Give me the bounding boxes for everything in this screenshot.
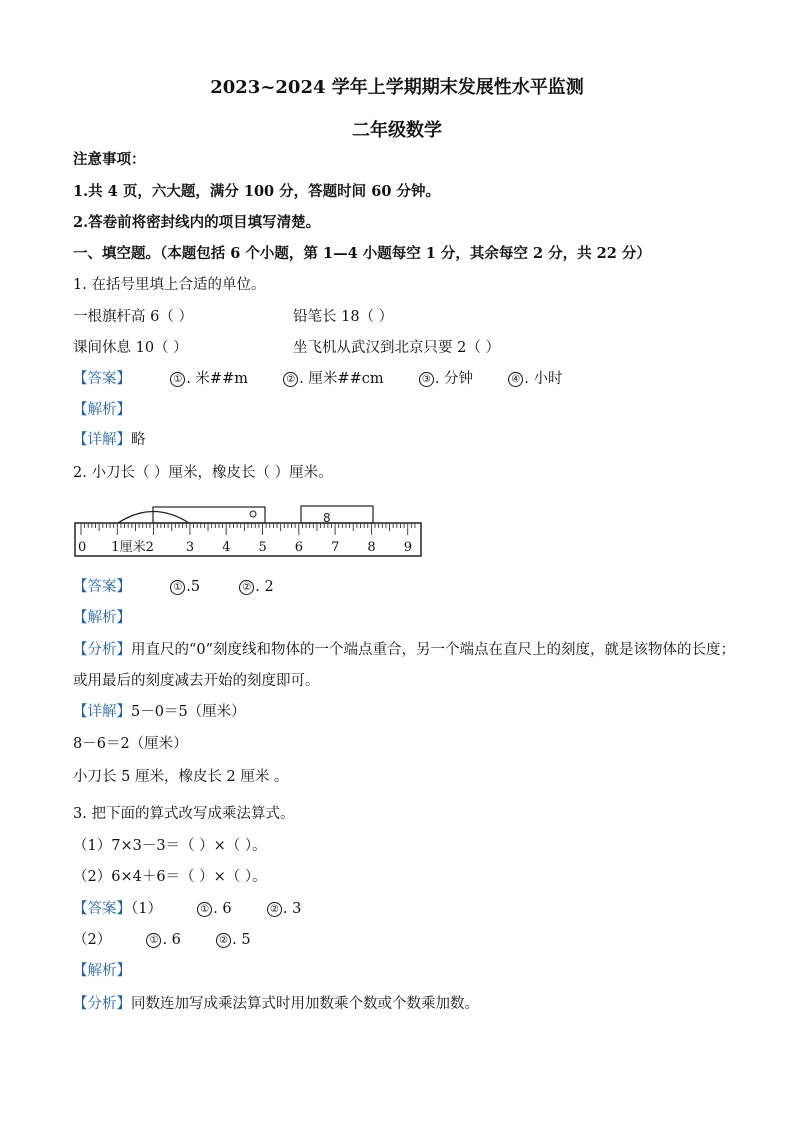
q1-detail: 【详解】略 [73,432,146,448]
q3-analysis-text: 【分析】同数连加写成乘法算式时用加数乘个数或个数乘加数。 [73,996,479,1012]
ruler-number-0: 0 [78,540,87,555]
answer-1: ① . 米##m [170,371,248,387]
ruler-number-4: 4 [222,540,231,555]
notes-line-1: 1.共 4 页，六大题，满分 100 分，答题时间 60 分钟。 [73,183,440,200]
q1-stem: 1. 在括号里填上合适的单位。 [73,277,266,293]
q3-answer-row-2: （2） ① . 6 ② . 5 [73,932,251,948]
q1-item-c: 课间休息 10（ ） [73,340,188,356]
q2-stem: 2. 小刀长（ ）厘米，橡皮长（ ）厘米。 [73,465,333,481]
q1-item-b: 铅笔长 18（ ） [293,309,394,325]
answer-4: ④ . 小时 [508,371,562,387]
ruler-number-5: 5 [258,540,267,555]
q2-detail-line-2: 8－6＝2（厘米） [73,736,188,752]
ruler-number-3: 3 [185,540,195,555]
answer-2: ② . 3 [267,901,301,917]
ruler-number-8: 8 [367,540,376,555]
ruler-number-7: 7 [331,540,340,555]
q1-item-d: 坐飞机从武汉到北京只要 2（ ） [293,340,500,356]
answer-3: ③ . 分钟 [419,371,473,387]
answer-1: ① .5 [170,579,200,595]
answer-2: ② . 2 [239,579,273,595]
answer-label: 【答案】 [73,371,131,387]
answer-2: ② . 厘米##cm [283,371,383,387]
answer-1: ① . 6 [197,901,231,917]
q2-answer-row: 【答案】 ① .5 ② . 2 [73,579,274,595]
q2-detail-line-3: 小刀长 5 厘米，橡皮长 2 厘米 。 [73,769,289,785]
q3-answer-row-1: 【答案】（1） ① . 6 ② . 3 [73,901,302,917]
document-title: 2023~2024 学年上学期期末发展性水平监测 [210,77,584,98]
section-heading: 一、填空题。（本题包括 6 个小题，第 1—4 小题每空 1 分，其余每空 2 分，共 22 分） [73,245,651,262]
q2-analysis-label: 【解析】 [73,610,131,626]
q1-analysis-label: 【解析】 [73,402,131,418]
q1-item-a: 一根旗杆高 6（ ） [73,309,193,325]
notes-heading: 注意事项： [73,151,146,168]
q1-answer-row [73,369,562,389]
ruler-figure [73,497,423,562]
ruler-number-6: 6 [294,540,304,555]
q3-analysis-label: 【解析】 [73,963,131,979]
q2-analysis-line-1: 【分析】用直尺的“0”刻度线和物体的一个端点重合，另一个端点在直尺上的刻度，就是该物体的长度； [73,642,736,658]
q2-detail-line-1: 【详解】5－0＝5（厘米） [73,704,246,720]
ruler-number-1: 1厘米2 [111,540,154,555]
answer-1: ① . 6 [146,932,180,948]
eraser-mark: 8 [323,511,331,525]
answer-2: ② . 5 [216,932,250,948]
q3-part-1: （1）7×3－3＝（ ）×（ ）。 [73,838,267,854]
notes-line-2: 2.答卷前将密封线内的项目填写清楚。 [73,214,321,231]
q3-stem: 3. 把下面的算式改写成乘法算式。 [73,806,295,822]
q2-analysis-line-2: 或用最后的刻度减去开始的刻度即可。 [73,673,320,689]
ruler-number-9: 9 [403,540,412,555]
q3-part-2: （2）6×4＋6＝（ ）×（ ）。 [73,869,267,885]
document-subtitle: 二年级数学 [352,120,442,141]
